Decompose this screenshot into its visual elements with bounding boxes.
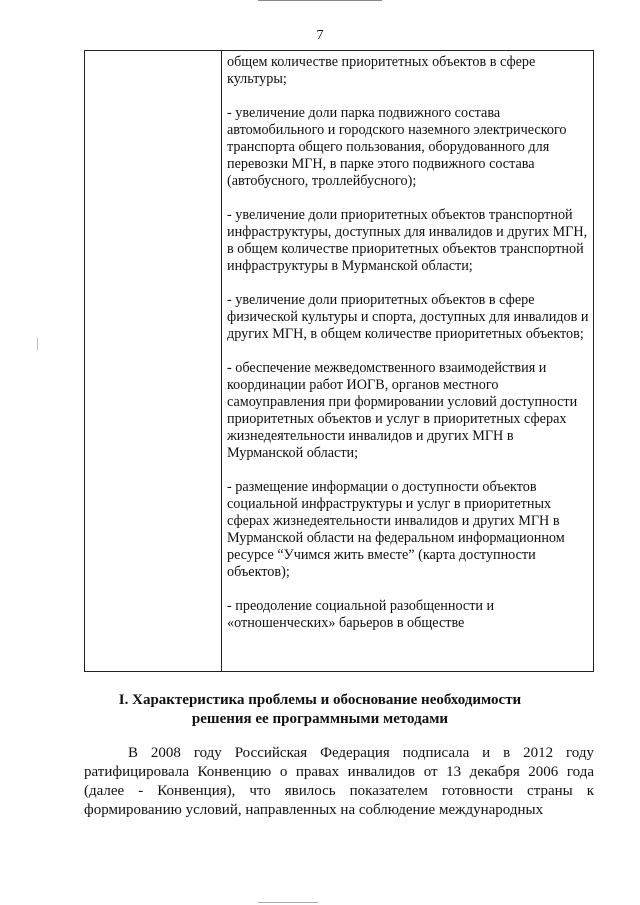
page-number: 7 xyxy=(316,28,324,43)
table-paragraph: - увеличение доли приоритетных объектов в сфере физической культуры и спорта, доступных для инвалидов и других МГН, в общем количестве приоритетных объектов; xyxy=(227,292,589,342)
table-paragraph: - увеличение доли парка подвижного состава автомобильного и городского наземного электрического транспорта общего пользования, оборудованного для перевозки МГН, в парке этого подвижного состава (автобусного, троллейбусного); xyxy=(227,105,567,189)
table-paragraph: - обеспечение межведомственного взаимодействия и координации работ ИОГВ, органов местного самоуправления при формировании условий доступности приоритетных объектов и услуг в приоритетных сферах жизнедеятельности инвалидов и других МГН в Мурманской области; xyxy=(227,360,578,461)
table-paragraph: - размещение информации о доступности объектов социальной инфраструктуры и услуг в приоритетных сферах жизнедеятельности инвалидов и других МГН в Мурманской области на федеральном информационном ресурсе “Учимся жить вместе” (карта доступности объектов); xyxy=(227,479,565,580)
section-heading-line-1: I. Характеристика проблемы и обоснование необходимости xyxy=(118,692,522,708)
top-rule xyxy=(258,0,382,1)
table-paragraph: общем количестве приоритетных объектов в сфере культуры; xyxy=(227,54,536,87)
section-heading-line-2: решения ее программными методами xyxy=(191,711,449,727)
section-heading xyxy=(0,691,640,729)
bottom-rule xyxy=(258,902,318,903)
table-paragraph: - увеличение доли приоритетных объектов транспортной инфраструктуры, доступных для инвалидов и других МГН, в общем количестве приоритетных объектов транспортной инфраструктуры в Мурманской области; xyxy=(227,207,588,274)
table-left-cell xyxy=(85,51,222,671)
section-body-paragraph: В 2008 году Российская Федерация подписала и в 2012 году ратифицировала Конвенцию о правах инвалидов от 13 декабря 2006 года (далее - Конвенция), что явилось показателем готовности страны к формированию условий, направленных на соблюдение международных xyxy=(84,745,594,818)
margin-mark xyxy=(37,338,38,350)
table-paragraph: - преодоление социальной разобщенности и «отношенческих» барьеров в обществе xyxy=(227,598,495,631)
program-table xyxy=(84,50,594,672)
table-right-cell xyxy=(227,54,589,632)
